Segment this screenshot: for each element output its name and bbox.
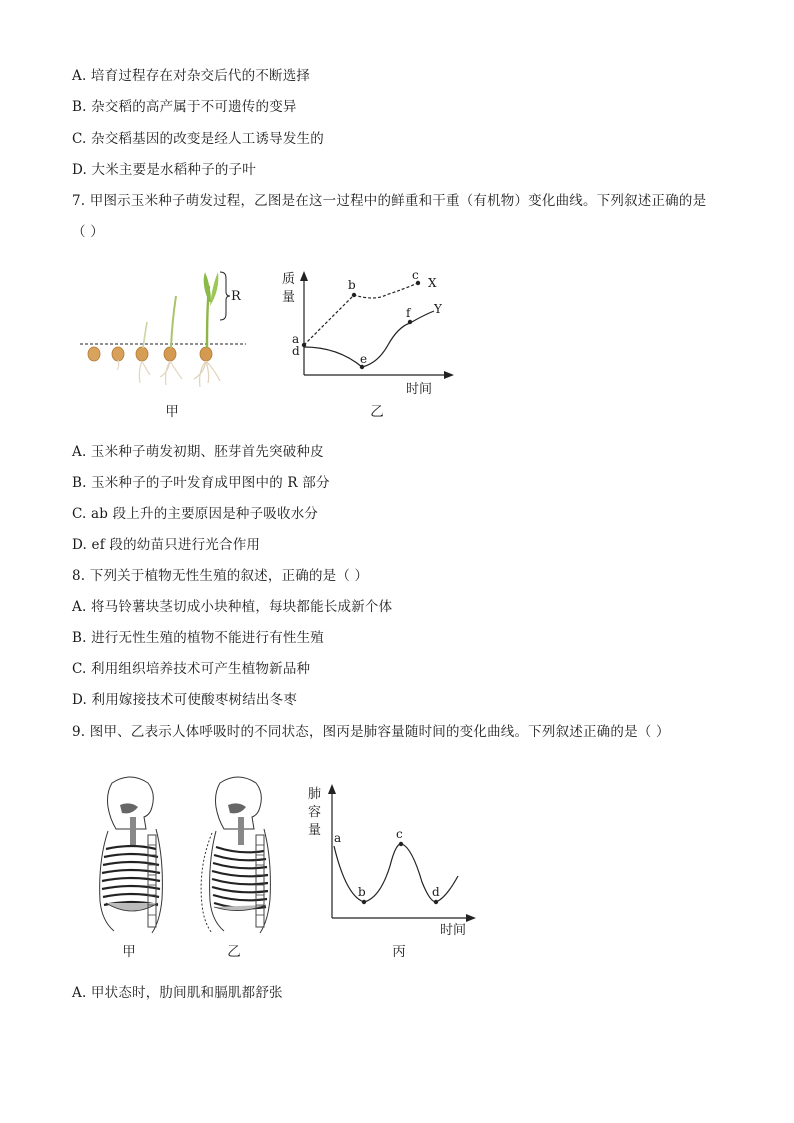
y-axis-label-2: 容: [308, 805, 322, 820]
q7-stem-line1: 7. 甲图示玉米种子萌发过程，乙图是在这一过程中的鲜重和干重（有机物）变化曲线。下列叙述正确的是: [72, 193, 707, 209]
label-a: a: [292, 332, 300, 346]
y-axis-label-1: 质: [282, 272, 296, 287]
label-c: c: [396, 827, 403, 841]
point-b: [352, 293, 356, 297]
q8-stem: 8. 下列关于植物无性生殖的叙述，正确的是（ ）: [72, 568, 369, 584]
q8-option-a: A. 将马铃薯块茎切成小块种植，每块都能长成新个体: [72, 599, 393, 615]
q9-option-a: A. 甲状态时，肋间肌和膈肌都舒张: [72, 985, 283, 1001]
label-d: d: [292, 344, 300, 358]
q7-figure-jia-caption: 甲: [165, 404, 179, 420]
curve-x: [304, 283, 418, 345]
q9-stem: 9. 图甲、乙表示人体呼吸时的不同状态，图丙是肺容量随时间的变化曲线。下列叙述正确的是（ ）: [72, 724, 670, 740]
q7-option-c: C. ab 段上升的主要原因是种子吸收水分: [72, 506, 319, 522]
seed-stage-5: [200, 347, 212, 361]
q6-option-a: A. 培育过程存在对杂交后代的不断选择: [72, 68, 311, 84]
label-r: R: [231, 289, 241, 304]
q8-option-b: B. 进行无性生殖的植物不能进行有性生殖: [72, 630, 325, 646]
q7-figure-mass-curve: [278, 265, 458, 400]
q7-option-b: B. 玉米种子的子叶发育成甲图中的 R 部分: [72, 475, 330, 491]
label-b: b: [348, 278, 356, 292]
point-c: [399, 842, 403, 846]
q6-option-c: C. 杂交稻基因的改变是经人工诱导发生的: [72, 131, 324, 147]
label-b: b: [358, 885, 366, 899]
q7-figure-yi-caption: 乙: [370, 404, 384, 420]
label-e: e: [360, 352, 368, 366]
label-x: X: [428, 276, 437, 290]
q6-option-d: D. 大米主要是水稻种子的子叶: [72, 162, 256, 178]
q9-figure-bing-caption: 丙: [392, 944, 406, 960]
point-a: [302, 343, 306, 347]
point-d: [434, 900, 438, 904]
label-c: c: [412, 268, 419, 282]
point-b: [362, 900, 366, 904]
y-axis-label-1: 肺: [308, 787, 322, 802]
q8-option-c: C. 利用组织培养技术可产生植物新品种: [72, 661, 311, 677]
seed-stage-3: [136, 347, 148, 361]
point-f: [408, 320, 412, 324]
label-y: Y: [434, 302, 442, 316]
label-a: a: [334, 831, 342, 845]
q9-figure-lung-volume-curve: [300, 778, 480, 938]
label-f: f: [406, 306, 411, 320]
q7-stem-line2: （ ）: [72, 224, 104, 240]
q7-option-a: A. 玉米种子萌发初期、胚芽首先突破种皮: [72, 444, 324, 460]
q9-figure-yi-caption: 乙: [227, 944, 241, 960]
q8-option-d: D. 利用嫁接技术可使酸枣树结出冬枣: [72, 692, 298, 708]
seed-stage-2: [112, 347, 124, 361]
y-axis-label-3: 量: [308, 823, 322, 838]
q9-figure-torso-yi: [198, 775, 278, 935]
q9-figure-torso-jia: [92, 775, 172, 935]
label-d: d: [432, 885, 440, 899]
x-axis-label: 时间: [406, 382, 433, 397]
q7-option-d: D. ef 段的幼苗只进行光合作用: [72, 537, 261, 553]
seed-stage-1: [88, 347, 100, 361]
q7-figure-germination: [80, 262, 250, 402]
y-axis-label-2: 量: [282, 290, 296, 305]
x-axis-label: 时间: [440, 923, 467, 938]
q9-figure-jia-caption: 甲: [122, 944, 136, 960]
curve-y: [304, 311, 434, 367]
seed-stage-4: [164, 347, 176, 361]
q6-option-b: B. 杂交稻的高产属于不可遗传的变异: [72, 99, 297, 115]
